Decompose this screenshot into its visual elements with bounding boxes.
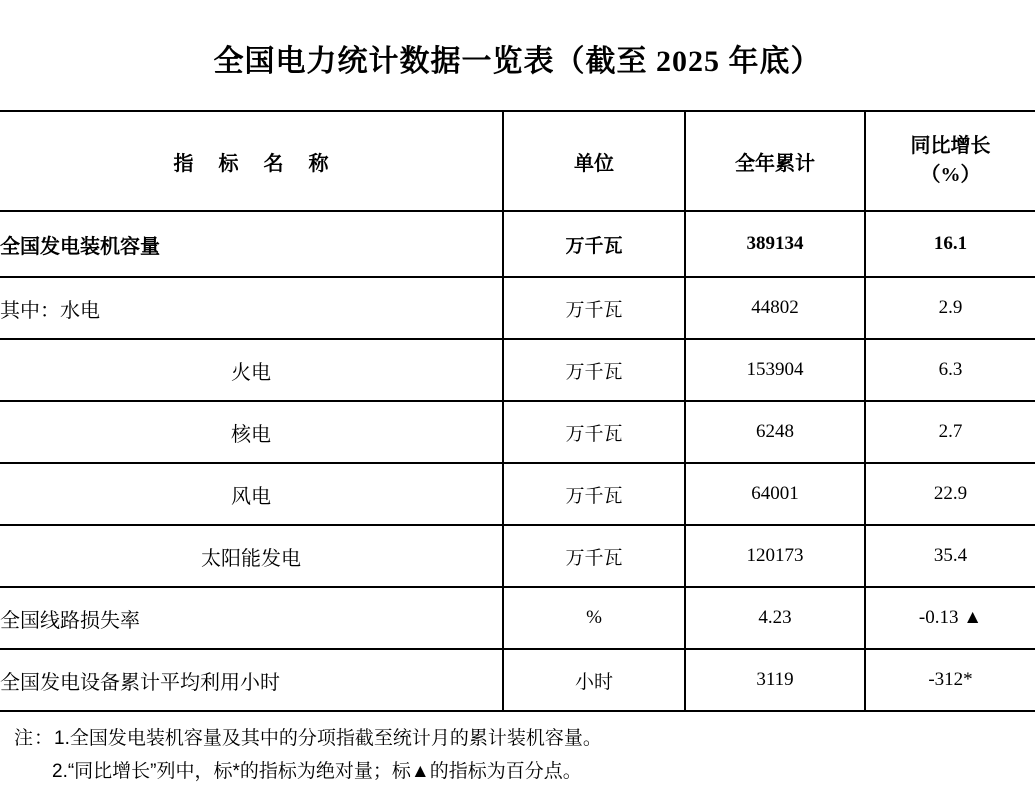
- table-row: [0, 277, 1035, 339]
- table-row: [0, 587, 1035, 649]
- row-yoy: 35.4: [865, 525, 1035, 587]
- row-unit: 万千瓦: [503, 277, 685, 339]
- row-indicator-name: 全国线路损失率: [0, 587, 503, 649]
- table-row: [0, 463, 1035, 525]
- column-header-total: 全年累计: [685, 111, 865, 211]
- table-row: [0, 401, 1035, 463]
- row-unit: 小时: [503, 649, 685, 711]
- row-indicator-name: 全国发电装机容量: [0, 211, 503, 277]
- row-total: 6248: [685, 401, 865, 463]
- row-yoy: 22.9: [865, 463, 1035, 525]
- note-line-1: [0, 722, 1035, 755]
- table-notes: [0, 722, 1035, 789]
- row-indicator-name: 太阳能发电: [0, 525, 503, 587]
- row-total: 44802: [685, 277, 865, 339]
- column-header-unit: 单位: [503, 111, 685, 211]
- table-row: [0, 649, 1035, 711]
- column-header-yoy-line1: 同比增长: [910, 135, 991, 157]
- row-unit: 万千瓦: [503, 463, 685, 525]
- row-indicator-name: 火电: [0, 339, 503, 401]
- row-yoy: 16.1: [865, 211, 1035, 277]
- row-unit: 万千瓦: [503, 339, 685, 401]
- note-item-1: 1.全国发电装机容量及其中的分项指截至统计月的累计装机容量。: [54, 728, 602, 749]
- column-header-yoy-line2: （%）: [920, 164, 981, 186]
- row-total: 389134: [685, 211, 865, 277]
- row-total: 3119: [685, 649, 865, 711]
- column-header-indicator: 指 标 名 称: [0, 111, 503, 211]
- row-yoy: 2.7: [865, 401, 1035, 463]
- row-yoy: -0.13 ▲: [865, 587, 1035, 649]
- row-unit: 万千瓦: [503, 525, 685, 587]
- row-unit: 万千瓦: [503, 211, 685, 277]
- row-indicator-name: 其中：水电: [0, 277, 503, 339]
- page-title: 全国电力统计数据一览表（截至 2025 年底）: [213, 45, 822, 78]
- row-indicator-name: 核电: [0, 401, 503, 463]
- note-item-2: 2.“同比增长”列中，标*的指标为绝对量；标▲的指标为百分点。: [52, 761, 582, 783]
- row-yoy: 6.3: [865, 339, 1035, 401]
- table-body: [0, 211, 1035, 711]
- row-total: 4.23: [685, 587, 865, 649]
- table-row: [0, 211, 1035, 277]
- row-yoy: 2.9: [865, 277, 1035, 339]
- row-indicator-name: 风电: [0, 463, 503, 525]
- note-line-2: [0, 755, 1035, 788]
- row-yoy: -312*: [865, 649, 1035, 711]
- row-total: 120173: [685, 525, 865, 587]
- row-total: 153904: [685, 339, 865, 401]
- row-indicator-name: 全国发电设备累计平均利用小时: [0, 649, 503, 711]
- power-statistics-table: [0, 110, 1035, 712]
- notes-label: 注：: [14, 728, 55, 749]
- table-row: [0, 525, 1035, 587]
- row-total: 64001: [685, 463, 865, 525]
- row-unit: %: [503, 587, 685, 649]
- table-header: [0, 111, 1035, 211]
- table-row: [0, 339, 1035, 401]
- row-unit: 万千瓦: [503, 401, 685, 463]
- column-header-yoy: [865, 111, 1035, 211]
- table-header-row: [0, 111, 1035, 211]
